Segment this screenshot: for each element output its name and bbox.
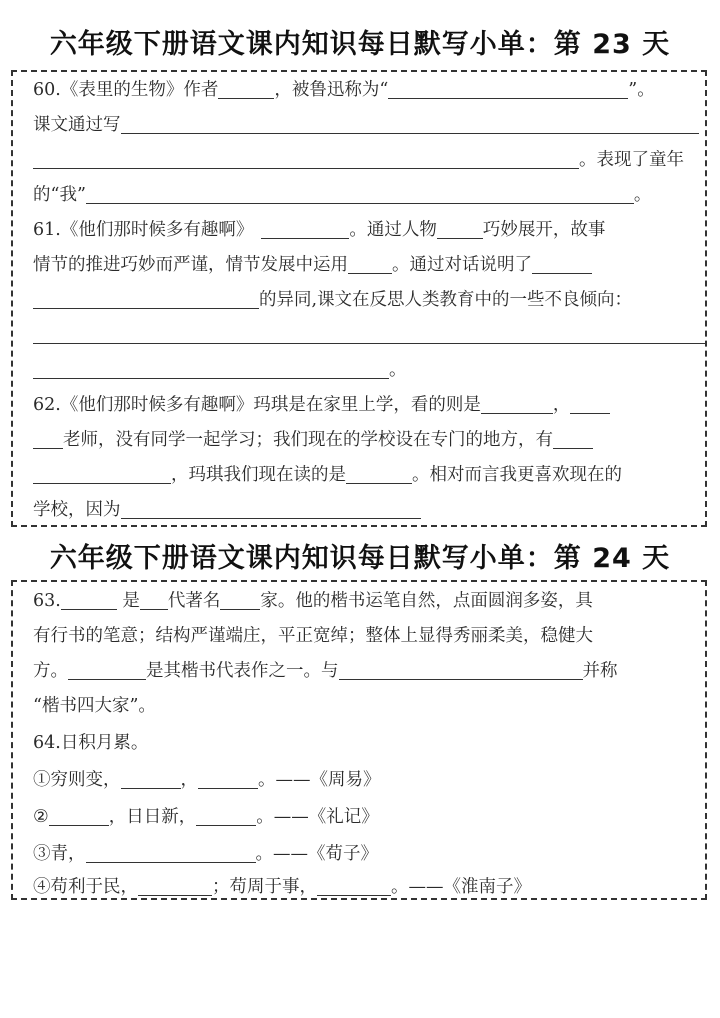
text: 学校，因为 (33, 500, 121, 520)
text: 巧妙展开，故事 (482, 220, 606, 240)
q61-line-2 (33, 250, 592, 281)
q62-line-4 (33, 495, 421, 526)
text: 是其楷书代表作之一。与 (146, 661, 339, 681)
answer-blank[interactable] (86, 183, 634, 204)
answer-blank[interactable] (121, 113, 699, 134)
text: 62.《他们那时候多有趣啊》玛琪是在家里上学，看的则是 (33, 395, 481, 415)
q61-line-5 (33, 355, 407, 386)
text: 。——《淮南子》 (391, 877, 531, 897)
answer-blank[interactable] (138, 875, 212, 896)
answer-blank[interactable] (33, 288, 259, 309)
text: 63. (33, 591, 61, 611)
text: 。相对而言我更喜欢现在的 (412, 465, 622, 485)
text: ”。 (628, 80, 655, 100)
text: 课文通过写 (33, 115, 121, 135)
text: 。——《荀子》 (255, 844, 378, 864)
answer-blank[interactable] (33, 463, 171, 484)
answer-blank[interactable] (348, 253, 392, 274)
text: 代著名 (167, 591, 221, 611)
q62-line-3 (33, 460, 622, 491)
text: 。通过对话说明了 (392, 255, 532, 275)
q63-line-1 (33, 586, 593, 617)
text: ，被鲁迅称为“ (274, 80, 389, 100)
answer-blank[interactable] (220, 589, 260, 610)
text: 61.《他们那时候多有趣啊》 (33, 220, 254, 240)
answer-blank[interactable] (339, 659, 583, 680)
answer-blank[interactable] (33, 148, 579, 169)
answer-blank[interactable] (553, 428, 593, 449)
answer-blank[interactable] (61, 589, 117, 610)
text: ② (33, 807, 49, 827)
text: 方。 (33, 661, 68, 681)
answer-blank[interactable] (196, 805, 256, 826)
answer-blank[interactable] (218, 78, 274, 99)
text: 。通过人物 (349, 220, 437, 240)
answer-blank[interactable] (33, 323, 707, 344)
text: 64.日积月累。 (33, 733, 149, 753)
q60-line-3 (33, 145, 684, 176)
q60-line-4 (33, 180, 651, 211)
q62-line-2 (33, 425, 593, 456)
text: 。——《礼记》 (256, 807, 379, 827)
answer-blank[interactable] (140, 589, 168, 610)
q60-line-1 (33, 75, 655, 106)
text: 。表现了童年 (579, 150, 684, 170)
q61-line-3 (33, 285, 632, 316)
q60-line-2 (33, 110, 699, 141)
q64-heading (33, 728, 148, 759)
q63-line-3 (33, 656, 618, 687)
answer-blank[interactable] (49, 805, 109, 826)
text: ①穷则变， (33, 770, 121, 790)
text: ③青， (33, 844, 86, 864)
q63-line-2 (33, 621, 593, 652)
answer-blank[interactable] (570, 393, 610, 414)
text: ，日日新， (108, 807, 197, 827)
q64-item-1 (33, 765, 381, 796)
section-title-day23: 六年级下册语文课内知识每日默写小单：第 23 天 (49, 29, 671, 60)
text: “楷书四大家”。 (33, 696, 156, 716)
answer-blank[interactable] (33, 428, 63, 449)
answer-blank[interactable] (388, 78, 628, 99)
answer-blank[interactable] (86, 842, 256, 863)
text: 是 (116, 591, 140, 611)
q61-line-1 (33, 215, 605, 246)
q63-line-4 (33, 691, 156, 722)
answer-blank[interactable] (121, 498, 421, 519)
text: 。 (389, 360, 407, 380)
answer-blank[interactable] (317, 875, 391, 896)
q64-item-3 (33, 839, 378, 870)
exercise-box-day24 (11, 580, 707, 900)
answer-blank[interactable] (481, 393, 553, 414)
text: 。 (633, 185, 652, 205)
text: ，玛琪我们现在读的是 (171, 465, 346, 485)
text: 的异同,课文在反思人类教育中的一些不良倾向： (259, 290, 633, 310)
text: ， (552, 395, 571, 415)
answer-blank[interactable] (198, 768, 258, 789)
text: ④苟利于民， (33, 877, 138, 897)
exercise-box-day23 (11, 70, 707, 527)
text: 有行书的笔意；结构严谨端庄，平正宽绰；整体上显得秀丽柔美，稳健大 (33, 626, 593, 646)
answer-blank[interactable] (261, 218, 349, 239)
answer-blank[interactable] (346, 463, 412, 484)
q61-line-4 (33, 320, 707, 351)
answer-blank[interactable] (437, 218, 483, 239)
text: 。——《周易》 (258, 770, 381, 790)
text: ；苟周于事， (212, 877, 317, 897)
answer-blank[interactable] (532, 253, 592, 274)
text: 并称 (582, 661, 618, 681)
text: 60.《表里的生物》作者 (33, 80, 219, 100)
text: ， (180, 770, 198, 790)
q64-item-2 (33, 802, 379, 833)
text: 的“我” (33, 185, 86, 205)
answer-blank[interactable] (33, 358, 389, 379)
section-title-day24: 六年级下册语文课内知识每日默写小单：第 24 天 (49, 543, 671, 574)
text: 家。他的楷书运笔自然，点面圆润多姿，具 (260, 591, 593, 611)
q64-item-4 (33, 872, 531, 903)
text: 老师，没有同学一起学习；我们现在的学校设在专门的地方，有 (63, 430, 553, 450)
text: 情节的推进巧妙而严谨，情节发展中运用 (33, 255, 348, 275)
answer-blank[interactable] (121, 768, 181, 789)
q62-line-1 (33, 390, 610, 421)
answer-blank[interactable] (68, 659, 146, 680)
